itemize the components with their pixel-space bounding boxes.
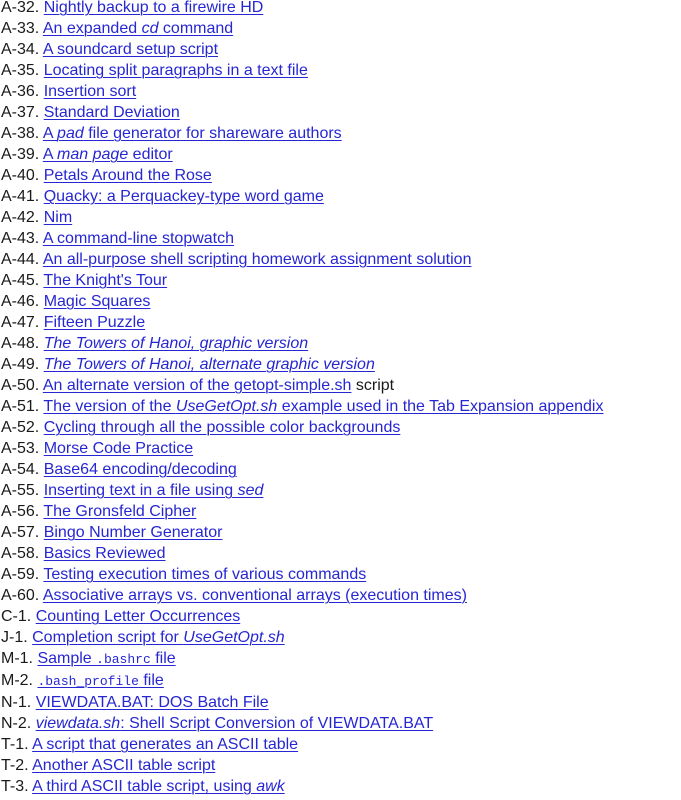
example-link[interactable] — [37, 672, 163, 689]
item-number: A-57. — [1, 524, 40, 541]
list-item — [1, 459, 681, 480]
link-text-mono[interactable]: .bash_profile — [37, 674, 139, 689]
link-text[interactable]: A — [42, 125, 58, 142]
link-text-italic[interactable]: The Towers of Hanoi, graphic version — [43, 335, 309, 352]
link-text[interactable]: Morse Code Practice — [43, 440, 194, 457]
link-text[interactable]: Locating split paragraphs in a text file — [43, 62, 308, 79]
link-text[interactable]: A — [42, 146, 58, 163]
example-link[interactable] — [44, 83, 136, 100]
item-number: A-34. — [1, 41, 40, 58]
link-text-italic[interactable]: man page — [57, 146, 129, 163]
example-link[interactable] — [32, 736, 298, 753]
example-link[interactable] — [44, 545, 166, 562]
item-number: A-44. — [1, 251, 40, 268]
item-number: A-58. — [1, 545, 40, 562]
item-number: A-59. — [1, 566, 40, 583]
list-item — [1, 207, 681, 228]
link-text[interactable]: editor — [128, 146, 173, 163]
list-item — [1, 564, 681, 585]
example-link[interactable] — [43, 20, 233, 37]
item-number: N-1. — [1, 694, 32, 711]
link-text-italic[interactable]: UseGetOpt.sh — [175, 398, 278, 415]
example-link[interactable] — [44, 440, 193, 457]
list-item — [1, 713, 681, 734]
list-item — [1, 249, 681, 270]
example-link[interactable] — [43, 587, 467, 604]
item-number: A-40. — [1, 167, 40, 184]
item-number: A-55. — [1, 482, 40, 499]
item-number: N-2. — [1, 715, 32, 732]
link-text[interactable]: command — [158, 20, 234, 37]
list-item — [1, 417, 681, 438]
example-link[interactable] — [44, 482, 264, 499]
item-number: A-50. — [1, 377, 40, 394]
list-item — [1, 522, 681, 543]
example-link[interactable] — [43, 503, 196, 520]
list-item — [1, 438, 681, 459]
example-link[interactable] — [44, 419, 401, 436]
item-number: T-2. — [1, 757, 29, 774]
link-text[interactable]: An expanded — [42, 20, 142, 37]
item-number: J-1. — [1, 629, 28, 646]
link-text[interactable]: Quacky: a Perquackey-type word game — [43, 188, 324, 205]
link-text-italic[interactable]: cd — [141, 20, 159, 37]
example-link[interactable] — [43, 146, 173, 163]
link-text[interactable]: Sample — [37, 650, 97, 667]
link-text-italic[interactable]: The Towers of Hanoi, alternate graphic version — [43, 356, 375, 373]
example-link[interactable] — [44, 62, 308, 79]
link-text[interactable]: The Gronsfeld Cipher — [43, 503, 197, 520]
link-text[interactable]: A script that generates an ASCII table — [32, 736, 299, 753]
link-text[interactable]: Testing execution times of various commands — [43, 566, 367, 583]
list-item — [1, 102, 681, 123]
link-text[interactable]: Nightly backup to a firewire HD — [43, 0, 264, 16]
example-link[interactable] — [44, 0, 264, 16]
item-number: A-49. — [1, 356, 40, 373]
link-text[interactable]: Completion script for — [32, 629, 184, 646]
example-link[interactable] — [37, 650, 175, 667]
item-number: C-1. — [1, 608, 32, 625]
list-item — [1, 648, 681, 670]
list-item — [1, 734, 681, 755]
link-text-italic[interactable]: viewdata.sh — [35, 715, 121, 732]
example-link[interactable] — [43, 41, 218, 58]
item-number: T-3. — [1, 778, 29, 795]
item-number: A-32. — [1, 0, 40, 16]
example-link[interactable] — [32, 757, 215, 774]
list-item — [1, 81, 681, 102]
link-text-italic[interactable]: awk — [256, 778, 285, 795]
list-item — [1, 228, 681, 249]
example-link[interactable] — [44, 209, 72, 226]
link-text[interactable]: Nim — [43, 209, 73, 226]
list-item — [1, 18, 681, 39]
list-item — [1, 39, 681, 60]
example-link[interactable] — [44, 293, 151, 310]
link-text-italic[interactable]: UseGetOpt.sh — [183, 629, 285, 646]
example-link[interactable] — [44, 188, 324, 205]
link-text[interactable]: file generator for shareware authors — [83, 125, 342, 142]
list-item — [1, 606, 681, 627]
example-link[interactable] — [44, 104, 180, 121]
link-text[interactable]: A soundcard setup script — [42, 41, 219, 58]
list-item — [1, 755, 681, 776]
link-text[interactable]: : Shell Script Conversion of VIEWDATA.BAT — [120, 715, 434, 732]
link-text[interactable]: The Knight's Tour — [43, 272, 168, 289]
item-number: A-42. — [1, 209, 40, 226]
list-item — [1, 670, 681, 692]
item-number: A-53. — [1, 440, 40, 457]
item-number: A-39. — [1, 146, 40, 163]
item-number: A-47. — [1, 314, 40, 331]
list-item — [1, 776, 681, 797]
list-item — [1, 333, 681, 354]
list-item — [1, 396, 681, 417]
example-link[interactable] — [43, 377, 352, 394]
item-number: A-35. — [1, 62, 40, 79]
example-link[interactable] — [43, 251, 472, 268]
list-item — [1, 186, 681, 207]
list-item — [1, 312, 681, 333]
link-text[interactable]: Counting Letter Occurrences — [35, 608, 241, 625]
link-text[interactable]: Associative arrays vs. conventional arrays (execution times) — [42, 587, 467, 604]
item-number: A-33. — [1, 20, 40, 37]
list-item — [1, 60, 681, 81]
item-number: T-1. — [1, 736, 29, 753]
list-item — [1, 375, 681, 396]
item-number: A-52. — [1, 419, 40, 436]
list-item — [1, 501, 681, 522]
link-text-mono[interactable]: .bashrc — [96, 652, 151, 667]
link-text[interactable]: An alternate version of the getopt-simple.sh — [42, 377, 352, 394]
link-text[interactable]: Cycling through all the possible color backgrounds — [43, 419, 401, 436]
example-link[interactable] — [36, 608, 241, 625]
link-text[interactable]: Bingo Number Generator — [43, 524, 223, 541]
link-text[interactable]: Base64 encoding/decoding — [43, 461, 237, 478]
item-number: A-60. — [1, 587, 40, 604]
example-link[interactable] — [32, 778, 285, 795]
list-item — [1, 0, 681, 18]
list-item — [1, 692, 681, 713]
list-item — [1, 123, 681, 144]
example-link[interactable] — [44, 461, 237, 478]
item-number: M-1. — [1, 650, 33, 667]
link-text[interactable]: The version of the — [43, 398, 176, 415]
list-item — [1, 270, 681, 291]
item-number: A-45. — [1, 272, 40, 289]
item-number: M-2. — [1, 672, 33, 689]
list-item — [1, 627, 681, 648]
link-text[interactable]: file — [138, 672, 164, 689]
link-text[interactable]: file — [150, 650, 176, 667]
list-item — [1, 165, 681, 186]
example-link[interactable] — [43, 398, 603, 415]
item-number: A-37. — [1, 104, 40, 121]
link-text-italic[interactable]: pad — [57, 125, 84, 142]
example-link[interactable] — [44, 356, 375, 373]
item-number: A-48. — [1, 335, 40, 352]
link-text[interactable]: A command-line stopwatch — [42, 230, 235, 247]
example-link[interactable] — [43, 566, 366, 583]
example-link[interactable] — [43, 230, 234, 247]
link-text[interactable]: Insertion sort — [43, 83, 137, 100]
item-number: A-41. — [1, 188, 40, 205]
item-number: A-54. — [1, 461, 40, 478]
example-link[interactable] — [44, 167, 212, 184]
example-link[interactable] — [43, 272, 167, 289]
item-number: A-56. — [1, 503, 40, 520]
link-text-italic[interactable]: sed — [237, 482, 264, 499]
example-link[interactable] — [36, 694, 269, 711]
example-link[interactable] — [43, 125, 342, 142]
link-text[interactable]: A third ASCII table script, using — [32, 778, 257, 795]
item-number: A-36. — [1, 83, 40, 100]
item-number: A-43. — [1, 230, 40, 247]
link-text[interactable]: VIEWDATA.BAT: DOS Batch File — [35, 694, 269, 711]
link-text[interactable]: Magic Squares — [43, 293, 151, 310]
item-number: A-46. — [1, 293, 40, 310]
link-text[interactable]: Standard Deviation — [43, 104, 180, 121]
link-text[interactable]: Fifteen Puzzle — [43, 314, 146, 331]
list-item — [1, 585, 681, 606]
list-item — [1, 291, 681, 312]
list-item — [1, 543, 681, 564]
link-text[interactable]: example used in the Tab Expansion appendix — [277, 398, 604, 415]
list-item — [1, 144, 681, 165]
example-link[interactable] — [44, 524, 223, 541]
example-link[interactable] — [44, 335, 308, 352]
link-text[interactable]: Basics Reviewed — [43, 545, 166, 562]
example-link[interactable] — [44, 314, 145, 331]
item-number: A-51. — [1, 398, 40, 415]
link-text[interactable]: Another ASCII table script — [32, 757, 216, 774]
trailing-text: script — [351, 377, 395, 394]
example-link[interactable] — [36, 715, 433, 732]
list-item — [1, 480, 681, 501]
link-text[interactable]: Petals Around the Rose — [43, 167, 212, 184]
link-text[interactable]: Inserting text in a file using — [43, 482, 238, 499]
example-link[interactable] — [32, 629, 285, 646]
item-number: A-38. — [1, 125, 40, 142]
link-text[interactable]: An all-purpose shell scripting homework assignment solution — [42, 251, 472, 268]
list-item — [1, 354, 681, 375]
